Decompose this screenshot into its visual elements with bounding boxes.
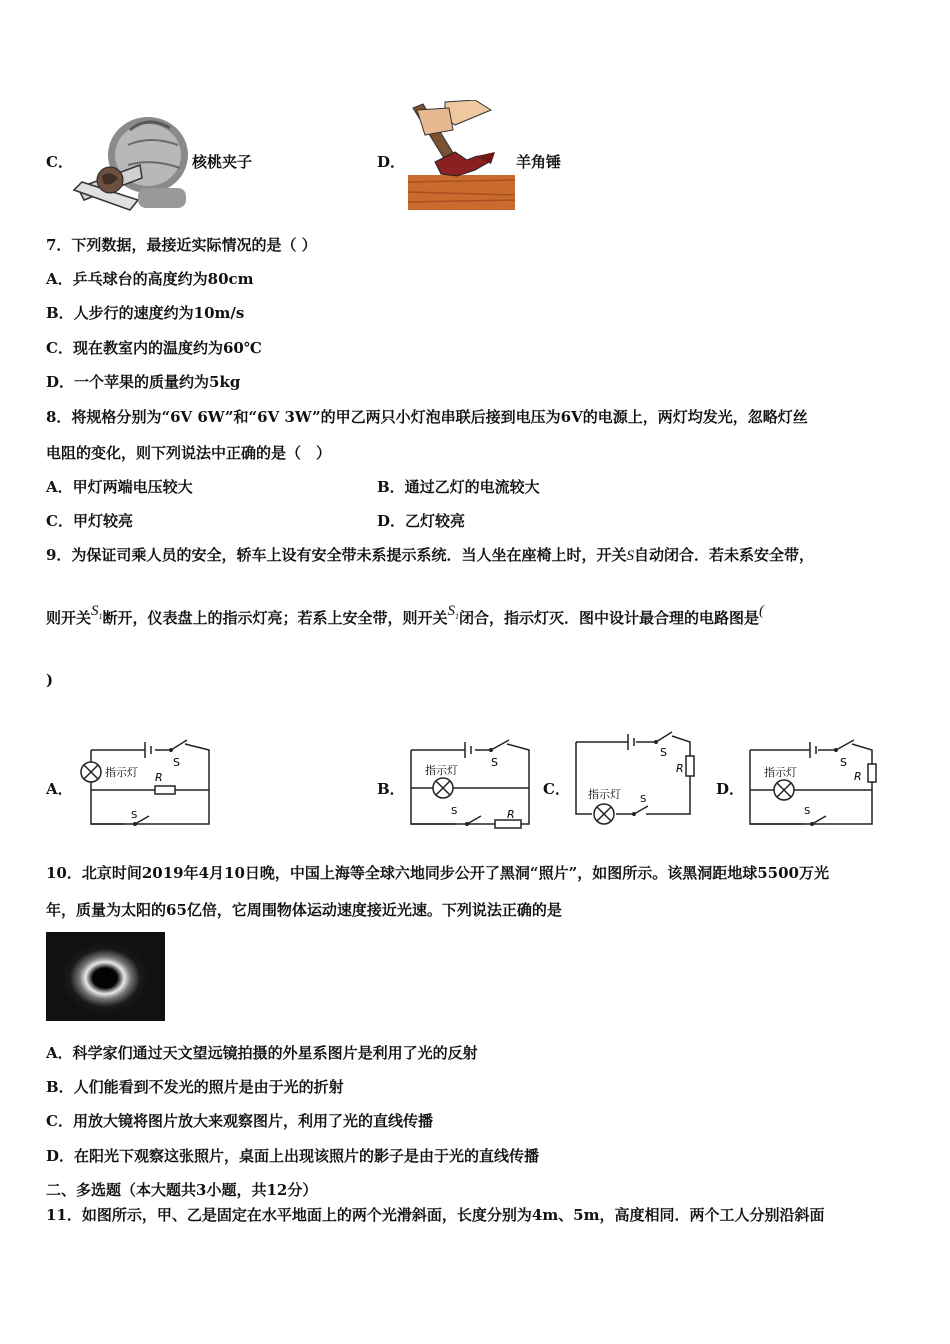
q9-stem-part2b: 断开，仪表盘上的指示灯亮；若系上安全带，则开关 [102, 609, 448, 627]
r-label-d: R [854, 770, 862, 783]
lamp-label-a: 指示灯 [105, 766, 138, 779]
circuit-diagram-c [572, 728, 704, 832]
s1-label-b: S [451, 806, 458, 817]
switch-s1-symbol: $S_1$ [91, 603, 103, 621]
q8-option-d: D．乙灯较亮 [377, 512, 466, 530]
black-hole-image [46, 932, 165, 1021]
q11-stem-line1: 11．如图所示，甲、乙是固定在水平地面上的两个光滑斜面，长度分别为4m、5m，高度相同．两个工人分别沿斜面 [46, 1206, 825, 1224]
s-label-c: S [660, 746, 667, 759]
q10-stem-line2: 年，质量为太阳的65亿倍，它周围物体运动速度接近光速。下列说法正确的是 [46, 901, 562, 919]
q7-option-b: B．人步行的速度约为10m/s [46, 304, 245, 322]
q8-stem-line2: 电阻的变化，则下列说法中正确的是（ ） [46, 444, 332, 462]
q9-option-a-letter: A． [46, 780, 73, 798]
q6-option-c-label: 核桃夹子 [192, 153, 253, 171]
q9-stem-line1 [46, 545, 814, 566]
r-label-b: R [507, 808, 515, 821]
s1-label-a: S [131, 810, 138, 821]
q6-option-d-label: 羊角锤 [516, 153, 562, 171]
section-2-heading: 二、多选题（本大题共3小题，共12分） [46, 1181, 318, 1199]
circuit-diagram-b [407, 736, 533, 830]
r-label-a: R [155, 771, 163, 784]
q10-option-c: C．用放大镜将图片放大来观察图片，利用了光的直线传播 [46, 1112, 433, 1130]
r-label-c: R [676, 762, 684, 775]
q6-option-c-letter: C． [46, 153, 73, 171]
q9-stem-line2 [46, 604, 764, 639]
q9-paren-close: ) [46, 671, 54, 689]
circuit-diagram-a [75, 736, 215, 830]
nutcracker-image [70, 110, 192, 214]
q7-option-c: C．现在教室内的温度约为60℃ [46, 339, 262, 357]
circuit-diagram-d [746, 736, 880, 830]
q9-stem-part1b: 自动闭合．若未系安全带， [633, 546, 814, 564]
q9-stem-part1: 9．为保证司乘人员的安全，轿车上设有安全带未系提示系统．当人坐在座椅上时，开关 [46, 546, 627, 564]
q7-option-a: A．乒乓球台的高度约为80cm [46, 270, 254, 288]
q10-stem-line1: 10．北京时间2019年4月10日晚，中国上海等全球六地同步公开了黑洞“照片”，如图所示。该黑洞距地球5500万光 [46, 864, 829, 882]
q9-option-c-letter: C． [543, 780, 570, 798]
q7-stem: 7．下列数据，最接近实际情况的是（ ） [46, 236, 317, 254]
lamp-label-d: 指示灯 [764, 766, 797, 779]
q9-option-d-letter: D． [716, 780, 745, 798]
q9-stem-part2a: 则开关 [46, 609, 92, 627]
s-label-d: S [840, 756, 847, 769]
s1-label-c: S [640, 794, 647, 805]
switch-s1-symbol-2: $S_1$ [447, 603, 460, 621]
q10-option-b: B．人们能看到不发光的照片是由于光的折射 [46, 1078, 344, 1096]
q8-option-b: B．通过乙灯的电流较大 [377, 478, 540, 496]
q9-stem-part2c: 闭合，指示灯灭．图中设计最合理的电路图是 [459, 609, 760, 627]
s1-label-d: S [804, 806, 811, 817]
lamp-label-b: 指示灯 [425, 764, 458, 777]
q8-option-c: C．甲灯较亮 [46, 512, 133, 530]
s-label-a: S [173, 756, 180, 769]
switch-s-symbol: S [626, 548, 634, 564]
s-label-b: S [491, 756, 498, 769]
claw-hammer-image [405, 100, 517, 212]
q8-option-a: A．甲灯两端电压较大 [46, 478, 193, 496]
q8-stem-line1: 8．将规格分别为“6V 6W”和“6V 3W”的甲乙两只小灯泡串联后接到电压为6V的电源上，两灯均发光，忽略灯丝 [46, 408, 808, 426]
lamp-label-c: 指示灯 [588, 788, 621, 801]
q6-option-d-letter: D． [377, 153, 406, 171]
q7-option-d: D．一个苹果的质量约为5kg [46, 373, 241, 391]
q10-option-d: D．在阳光下观察这张照片，桌面上出现该照片的影子是由于光的直线传播 [46, 1147, 540, 1165]
q10-option-a: A．科学家们通过天文望远镜拍摄的外星系图片是利用了光的反射 [46, 1044, 478, 1062]
q9-paren-open: ( [759, 603, 765, 619]
q9-option-b-letter: B． [377, 780, 405, 798]
